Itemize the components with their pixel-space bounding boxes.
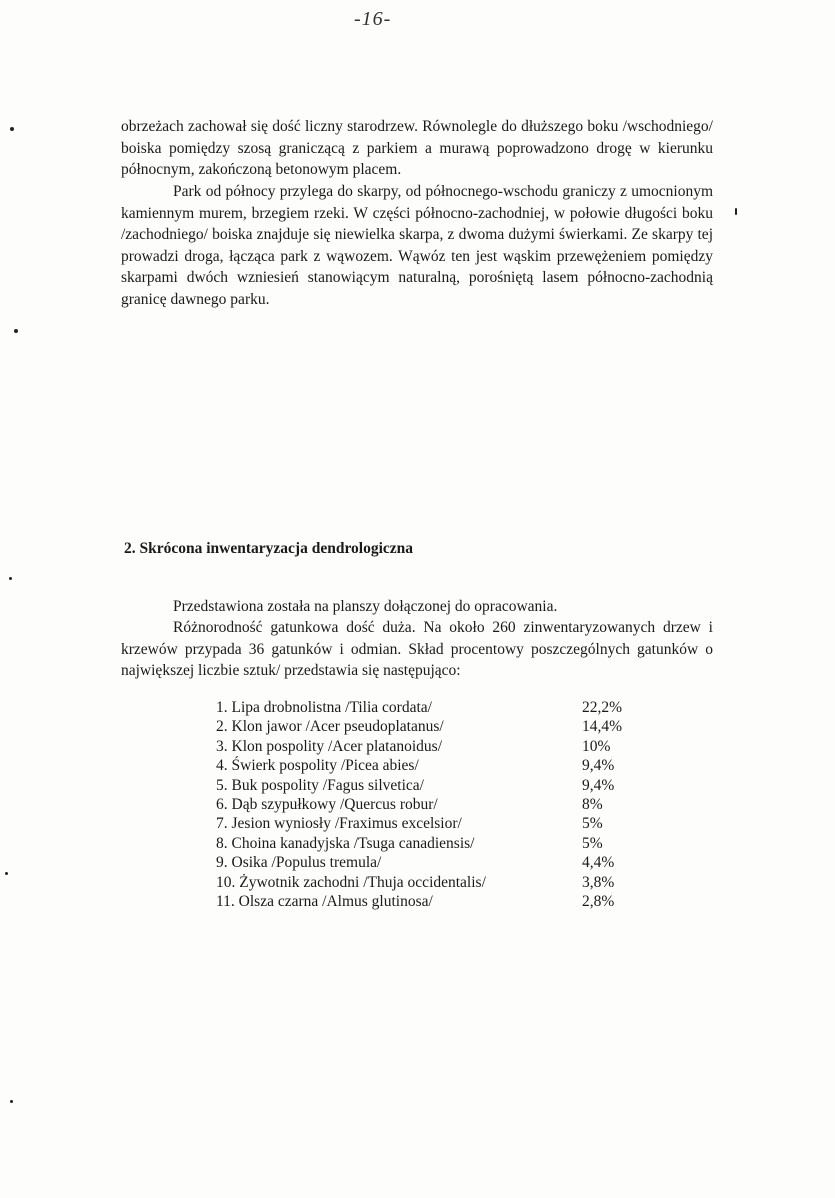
species-name: 9. Osika /Populus tremula/: [216, 854, 382, 872]
species-percent: 22,2%: [582, 699, 623, 716]
list-item: [216, 756, 636, 775]
species-name: 2. Klon jawor /Acer pseudoplatanus/: [216, 718, 444, 736]
scan-speck: [10, 1100, 13, 1103]
section-paragraph-2: Różnorodność gatunkowa dość duża. Na około 260 zinwentaryzowanych drzew i krzewów przypada 36 gatunków i odmian. Skład procentowy poszczególnych gatunków o największej liczbie sztuk/ przedstawia się następująco:: [121, 619, 713, 680]
species-percent: 14,4%: [582, 718, 623, 736]
list-item: [216, 873, 636, 892]
species-percent: 10%: [582, 737, 611, 755]
list-item: [216, 892, 636, 911]
species-name: 7. Jesion wyniosły /Fraximus excelsior/: [216, 815, 462, 833]
species-percent: 4,4%: [582, 854, 615, 872]
scan-speck: [5, 872, 8, 875]
species-name: 4. Świerk pospolity /Picea abies/: [216, 757, 419, 775]
species-name: 5. Buk pospolity /Fagus silvetica/: [216, 776, 424, 794]
list-item: [216, 776, 636, 795]
section-heading: 2. Skrócona inwentaryzacja dendrologiczna: [124, 540, 414, 557]
species-name: 8. Choina kanadyjska /Tsuga canadiensis/: [216, 834, 475, 852]
page-number: -16-: [354, 8, 392, 30]
scan-speck: [10, 127, 14, 131]
list-item: [216, 737, 636, 756]
species-name: 3. Klon pospolity /Acer platanoidus/: [216, 737, 443, 755]
list-item: [216, 795, 636, 814]
scan-speck: [735, 208, 737, 215]
species-name: 6. Dąb szypułkowy /Quercus robur/: [216, 795, 438, 813]
list-item: [216, 834, 636, 853]
body-paragraph-2: Park od północy przylega do skarpy, od północnego-wschodu graniczy z umocnionym kamiennym murem, brzegiem rzeki. W części północno-zachodniej, w połowie długości boku /zachodniego/ boiska znajduje się niewielka skarpa, z dwoma dużymi świerkami. Ze skarpy tej prowadzi droga, łącząca park z wąwozem. Wąwóz ten jest wąskim przewężeniem pomiędzy skarpami dwóch wzniesień stanowiącym naturalną, porośniętą lasem północno-zachodnią granicę dawnego parku.: [121, 183, 713, 308]
species-percent: 5%: [582, 815, 603, 833]
list-item: [216, 814, 636, 833]
species-percent: 9,4%: [582, 776, 615, 794]
scan-speck: [14, 329, 18, 333]
species-percent: 8%: [582, 795, 603, 813]
scan-speck: [9, 577, 12, 580]
species-name: 10. Żywotnik zachodni /Thuja occidentalis/: [216, 873, 486, 891]
species-name: 11. Olsza czarna /Almus glutinosa/: [216, 892, 433, 910]
list-item: [216, 698, 636, 717]
species-name: 1. Lipa drobnolistna /Tilia cordata/: [216, 699, 432, 716]
species-percent: 5%: [582, 834, 603, 852]
section-paragraph-1: Przedstawiona została na planszy dołączonej do opracowania.: [173, 598, 558, 615]
species-percent: 9,4%: [582, 757, 615, 775]
list-item: [216, 717, 636, 736]
species-percent: 2,8%: [582, 892, 615, 910]
species-percent: 3,8%: [582, 873, 615, 891]
list-item: [216, 853, 636, 872]
species-list: [216, 698, 636, 911]
body-paragraph-1: obrzeżach zachował się dość liczny starodrzew. Równolegle do dłuższego boku /wschodniego/ boiska pomiędzy szosą graniczącą z parkiem a murawą poprowadzono drogę w kierunku północnym, zakończoną betonowym placem.: [121, 118, 713, 179]
